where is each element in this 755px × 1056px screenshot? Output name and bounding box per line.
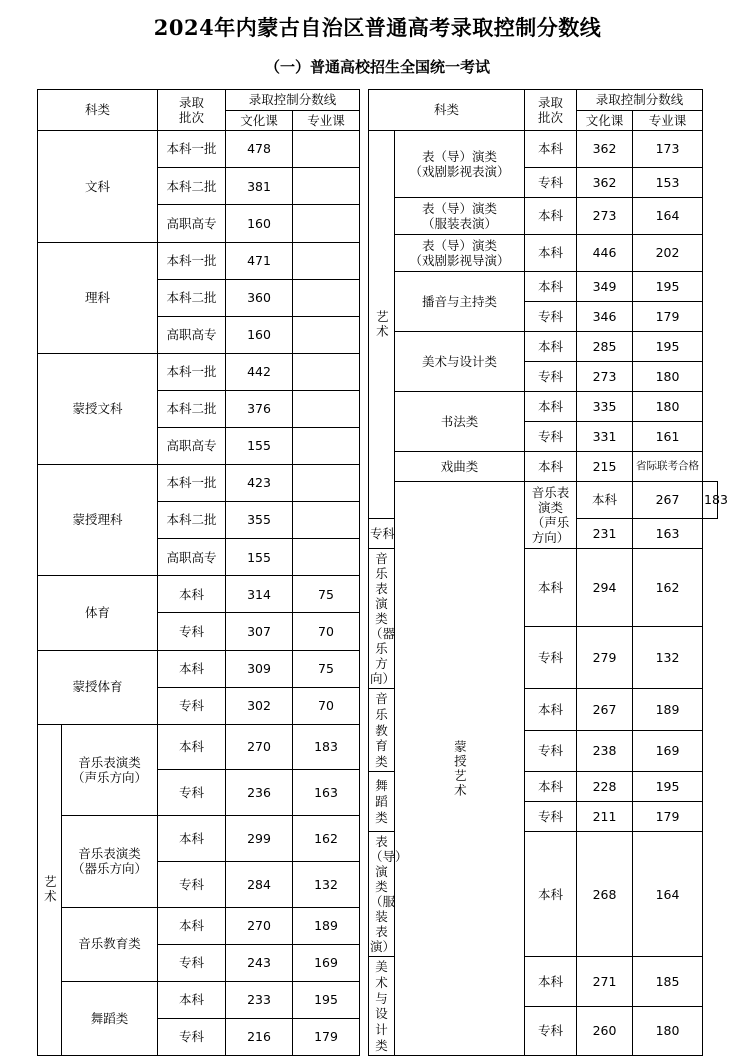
header-batch [525, 90, 577, 131]
row-batch: 专科 [525, 422, 577, 452]
table-row [37, 816, 359, 862]
row-culture-score: 260 [577, 1006, 633, 1055]
row-subcategory [369, 772, 395, 832]
row-batch: 本科 [158, 576, 226, 613]
row-subcategory-line1: 戏曲类 [440, 458, 479, 474]
row-category: 体育 [37, 576, 157, 650]
row-culture-score: 309 [226, 650, 293, 687]
row-batch: 高职高专 [158, 539, 226, 576]
row-batch: 本科 [525, 832, 577, 957]
row-category-mongol-art [395, 482, 525, 1056]
header-category: 科类 [369, 90, 525, 131]
row-major-score: 70 [293, 687, 360, 724]
row-major-score [293, 465, 360, 502]
row-subcategory-line1: 表（导）演类 [422, 149, 498, 165]
row-culture-score: 423 [226, 465, 293, 502]
row-culture-score: 355 [226, 502, 293, 539]
row-category: 理科 [37, 242, 157, 353]
row-major-score: 195 [633, 772, 703, 802]
header-culture: 文化课 [226, 110, 293, 131]
row-culture-score: 349 [577, 272, 633, 302]
row-major-score: 195 [633, 272, 703, 302]
row-batch: 本科二批 [158, 502, 226, 539]
row-category-art [369, 131, 395, 519]
row-batch: 本科一批 [158, 131, 226, 168]
row-culture-score: 160 [226, 316, 293, 353]
row-culture-score: 267 [633, 482, 703, 519]
row-batch: 本科 [525, 549, 577, 626]
row-culture-score: 273 [577, 198, 633, 235]
row-major-score: 183 [703, 482, 718, 519]
row-subcategory-line1: 音乐表演类 [375, 551, 388, 627]
table-row [37, 353, 359, 390]
row-culture-score: 302 [226, 687, 293, 724]
row-batch: 本科 [158, 907, 226, 944]
row-major-score: 202 [633, 235, 703, 272]
row-culture-score: 376 [226, 390, 293, 427]
row-major-score: 195 [293, 981, 360, 1018]
row-category: 蒙授文科 [37, 353, 157, 464]
row-batch: 专科 [525, 1006, 577, 1055]
row-major-score: 169 [293, 944, 360, 981]
row-batch: 本科 [525, 772, 577, 802]
row-subcategory [395, 131, 525, 198]
table-row [369, 482, 718, 519]
row-subcategory [369, 689, 395, 772]
table-row [37, 650, 359, 687]
table-row [37, 724, 359, 770]
row-batch: 专科 [369, 519, 395, 549]
table-row [369, 198, 718, 235]
row-major-score: 179 [293, 1018, 360, 1055]
row-culture-score: 271 [577, 957, 633, 1006]
header-batch [158, 90, 226, 131]
row-major-score: 173 [633, 131, 703, 168]
row-subcategory [61, 981, 157, 1055]
row-category: 文科 [37, 131, 157, 242]
table-header-row [369, 90, 718, 111]
tables-container [0, 89, 755, 1056]
row-batch: 本科 [525, 452, 577, 482]
row-batch: 专科 [158, 687, 226, 724]
row-major-score: 164 [633, 832, 703, 957]
row-subcategory-line1: 舞蹈类 [90, 1010, 129, 1026]
row-major-score: 180 [633, 392, 703, 422]
row-batch: 专科 [158, 944, 226, 981]
right-score-table [368, 89, 728, 1056]
table-row [37, 576, 359, 613]
row-batch: 专科 [158, 1018, 226, 1055]
row-batch: 本科二批 [158, 390, 226, 427]
table-row [369, 452, 718, 482]
row-batch: 本科 [525, 392, 577, 422]
row-major-score [293, 316, 360, 353]
row-culture-score: 381 [226, 168, 293, 205]
row-batch: 专科 [525, 802, 577, 832]
row-batch: 本科 [525, 235, 577, 272]
row-culture-score: 216 [226, 1018, 293, 1055]
row-batch: 本科 [158, 650, 226, 687]
row-batch: 本科 [158, 724, 226, 770]
row-subcategory [369, 549, 395, 689]
row-batch: 本科二批 [158, 279, 226, 316]
row-culture-score: 360 [226, 279, 293, 316]
row-batch: 本科 [525, 957, 577, 1006]
row-culture-score: 442 [226, 353, 293, 390]
table-row [37, 131, 359, 168]
row-subcategory-line2: （戏剧影视导演） [409, 253, 510, 269]
row-major-score: 132 [293, 861, 360, 907]
row-batch: 专科 [525, 730, 577, 772]
row-batch: 本科 [577, 482, 633, 519]
row-subcategory [395, 452, 525, 482]
row-subcategory [395, 332, 525, 392]
row-subcategory [395, 272, 525, 332]
row-major-score [293, 168, 360, 205]
row-culture-score: 314 [226, 576, 293, 613]
header-culture: 文化课 [577, 110, 633, 131]
table-row [369, 235, 718, 272]
row-major-score: 162 [293, 816, 360, 862]
row-batch: 本科 [525, 689, 577, 731]
row-major-score: 189 [633, 689, 703, 731]
row-culture-score: 294 [577, 549, 633, 626]
row-batch: 本科 [158, 816, 226, 862]
table-header-row [37, 90, 359, 111]
row-batch: 专科 [158, 613, 226, 650]
row-culture-score: 233 [226, 981, 293, 1018]
row-culture-score: 471 [226, 242, 293, 279]
header-batch-line1: 录取 [538, 94, 564, 110]
left-table-body [37, 131, 359, 1056]
table-row [37, 907, 359, 944]
row-culture-score: 279 [577, 626, 633, 689]
row-batch: 高职高专 [158, 428, 226, 465]
row-subcategory-line1: 舞蹈类 [375, 778, 388, 825]
row-major-score: 179 [633, 302, 703, 332]
row-subcategory-line1: 表（导）演类 [370, 834, 408, 895]
row-batch: 本科一批 [158, 242, 226, 279]
row-major-score [293, 428, 360, 465]
row-category-art-label: 艺术 [42, 875, 58, 905]
row-category-art-label: 艺术 [374, 310, 390, 340]
row-culture-score: 228 [577, 772, 633, 802]
row-batch: 本科 [525, 131, 577, 168]
row-subcategory-line2: （器乐方向） [71, 861, 147, 877]
table-row [369, 272, 718, 302]
row-culture-score: 155 [226, 539, 293, 576]
row-batch: 本科一批 [158, 353, 226, 390]
page-root [0, 12, 755, 1053]
header-batch-line2: 批次 [538, 110, 564, 126]
row-subcategory-line2: （戏剧影视表演） [409, 164, 510, 180]
row-culture-score: 270 [226, 724, 293, 770]
row-culture-score: 331 [577, 422, 633, 452]
row-batch: 高职高专 [158, 316, 226, 353]
row-subcategory-line1: 美术与设计类 [375, 959, 388, 1053]
row-culture-score: 362 [577, 168, 633, 198]
row-major-score: 195 [633, 332, 703, 362]
row-subcategory-line2: （服装表演） [422, 216, 498, 232]
header-major: 专业课 [293, 110, 360, 131]
row-subcategory-line1: 表（导）演类 [422, 201, 498, 217]
row-culture-score: 270 [226, 907, 293, 944]
row-culture-score: 243 [226, 944, 293, 981]
row-culture-score: 362 [577, 131, 633, 168]
row-major-score: 163 [293, 770, 360, 816]
row-culture-score: 335 [577, 392, 633, 422]
table-row [37, 465, 359, 502]
row-major-score: 164 [633, 198, 703, 235]
row-subcategory-line2: （器乐方向） [370, 626, 396, 687]
row-major-score [293, 539, 360, 576]
table-row [369, 392, 718, 422]
row-batch: 专科 [525, 302, 577, 332]
row-major-score [293, 279, 360, 316]
table-row [369, 332, 718, 362]
row-category-mongol-art-label: 蒙授艺术 [452, 739, 468, 798]
row-subcategory-line1: 音乐教育类 [375, 691, 388, 769]
row-batch: 专科 [525, 362, 577, 392]
row-major-score: 185 [633, 957, 703, 1006]
row-subcategory [61, 724, 157, 815]
row-batch: 本科 [525, 332, 577, 362]
row-subcategory-line1: 音乐表演类 [78, 846, 141, 862]
row-culture-score: 446 [577, 235, 633, 272]
row-major-score [293, 242, 360, 279]
table-row [369, 131, 718, 168]
right-table-head [369, 90, 718, 131]
row-batch: 本科 [525, 272, 577, 302]
row-major-score: 189 [293, 907, 360, 944]
row-culture-score: 238 [577, 730, 633, 772]
row-major-score: 180 [633, 362, 703, 392]
left-table-head [37, 90, 359, 131]
left-score-table [37, 89, 360, 1056]
row-batch: 本科二批 [158, 168, 226, 205]
table-row [37, 242, 359, 279]
row-subcategory [61, 907, 157, 981]
row-culture-score: 267 [577, 689, 633, 731]
row-subcategory [395, 392, 525, 452]
row-major-score [293, 353, 360, 390]
header-batch-line1: 录取 [178, 94, 204, 110]
row-subcategory [395, 198, 525, 235]
row-major-score: 70 [293, 613, 360, 650]
row-culture-score: 284 [226, 861, 293, 907]
row-major-score: 163 [633, 519, 703, 549]
row-category: 蒙授理科 [37, 465, 157, 576]
row-subcategory-line1: 美术与设计类 [422, 353, 498, 369]
row-major-score [293, 502, 360, 539]
row-batch: 本科一批 [158, 465, 226, 502]
row-culture-score: 285 [577, 332, 633, 362]
row-major-score [293, 131, 360, 168]
row-culture-score: 211 [577, 802, 633, 832]
row-category: 蒙授体育 [37, 650, 157, 724]
row-major-score [293, 390, 360, 427]
row-batch: 本科 [525, 198, 577, 235]
row-major-score: 132 [633, 626, 703, 689]
row-culture-score: 273 [577, 362, 633, 392]
row-culture-score: 236 [226, 770, 293, 816]
row-major-score: 153 [633, 168, 703, 198]
page-title: 2024年内蒙古自治区普通高考录取控制分数线 [153, 15, 602, 40]
row-category-art [37, 724, 61, 1055]
row-culture-score: 478 [226, 131, 293, 168]
row-culture-score: 215 [577, 452, 633, 482]
row-subcategory-line1: 音乐表演类 [78, 754, 141, 770]
header-score-group: 录取控制分数线 [577, 90, 703, 111]
row-subcategory-line1: 音乐表演类 [531, 485, 570, 516]
row-culture-score: 155 [226, 428, 293, 465]
header-major: 专业课 [633, 110, 703, 131]
row-subcategory [369, 957, 395, 1056]
row-subcategory [525, 482, 577, 549]
header-score-group: 录取控制分数线 [226, 90, 360, 111]
row-major-score: 75 [293, 576, 360, 613]
row-culture-score: 268 [577, 832, 633, 957]
row-subcategory-line2: （声乐方向） [71, 769, 147, 785]
header-category: 科类 [37, 90, 157, 131]
row-subcategory-line2: （声乐方向） [531, 515, 570, 546]
row-batch: 高职高专 [158, 205, 226, 242]
row-major-score: 180 [633, 1006, 703, 1055]
row-culture-score: 299 [226, 816, 293, 862]
row-subcategory [369, 832, 408, 957]
row-major-score: 169 [633, 730, 703, 772]
row-culture-score: 346 [577, 302, 633, 332]
row-major-score [293, 205, 360, 242]
row-culture-score: 231 [577, 519, 633, 549]
row-major-score: 161 [633, 422, 703, 452]
row-batch: 专科 [525, 168, 577, 198]
row-subcategory-line2: （服装表演） [370, 894, 396, 955]
row-subcategory-line1: 书法类 [440, 413, 479, 429]
right-table-body [369, 131, 728, 1056]
row-subcategory [61, 816, 157, 907]
row-batch: 专科 [158, 861, 226, 907]
row-culture-score: 160 [226, 205, 293, 242]
row-subcategory-line1: 播音与主持类 [422, 293, 498, 309]
row-subcategory-line1: 表（导）演类 [422, 238, 498, 254]
row-major-score: 162 [633, 549, 703, 626]
row-batch: 本科 [158, 981, 226, 1018]
row-major-score: 省际联考合格 [633, 452, 703, 482]
row-major-score: 75 [293, 650, 360, 687]
row-subcategory [395, 235, 525, 272]
row-major-score: 183 [293, 724, 360, 770]
row-batch: 专科 [158, 770, 226, 816]
row-major-score: 179 [633, 802, 703, 832]
page-subtitle: （一）普通高校招生全国统一考试 [264, 58, 490, 76]
row-batch: 专科 [525, 626, 577, 689]
row-culture-score: 307 [226, 613, 293, 650]
table-row [37, 981, 359, 1018]
header-batch-line2: 批次 [178, 110, 204, 126]
row-subcategory-line1: 音乐教育类 [78, 936, 141, 952]
